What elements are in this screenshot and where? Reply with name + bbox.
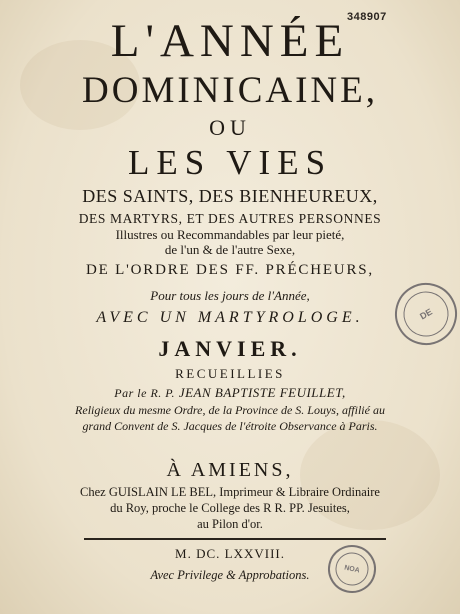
title-line-martyrs: DES MARTYRS, ET DES AUTRES PERSONNES (78, 211, 382, 226)
author-line-2: Religieux du mesme Ordre, de la Province de S. Louys, affilié au (75, 403, 385, 417)
imprint-line-2: du Roy, proche le College des R R. PP. Jesuites, (110, 501, 350, 515)
title-line-annee: L'ANNÉE (110, 15, 350, 67)
title-line-dominicaine: DOMINICAINE, (82, 70, 378, 111)
title-line-jours: Pour tous les jours de l'Année, (150, 288, 310, 303)
title-line-ordre: DE L'ORDRE DES FF. PRÉCHEURS, (86, 262, 374, 278)
stamp-text: DE (418, 306, 434, 322)
title-line-sexe: de l'un & de l'autre Sexe, (164, 242, 296, 257)
divider-rule (84, 538, 386, 540)
stamp-ring-icon (326, 543, 378, 595)
author-line-3: grand Convent de S. Jacques de l'étroite Observance à Paris. (82, 419, 378, 433)
title-line-illustres: Illustres ou Recommandables par leur pieté, (115, 227, 345, 242)
imprint-line-1: Chez GUISLAIN LE BEL, Imprimeur & Libraire Ordinaire (80, 485, 380, 499)
author-name: JEAN BAPTISTE FEUILLET, (178, 385, 346, 400)
author-line (0, 385, 460, 401)
shelfmark: 348907 (347, 11, 387, 23)
title-line-ou: OU (209, 115, 251, 140)
imprint-date: M. DC. LXXVIII. (175, 546, 285, 561)
title-line-martyrologe: AVEC UN MARTYROLOGE. (96, 309, 364, 326)
author-prefix: Par le R. P. (114, 386, 176, 400)
imprint-line-3: au Pilon d'or. (197, 517, 263, 531)
imprint-place: À AMIENS, (166, 459, 294, 481)
title-line-les-vies: LES VIES (127, 143, 333, 182)
stamp-text: NOA (343, 563, 361, 575)
imprint-privilege: Avec Privilege & Approbations. (150, 568, 310, 582)
title-line-saints: DES SAINTS, DES BIENHEUREUX, (82, 186, 378, 206)
title-line-recueillies: RECUEILLIES (175, 366, 285, 381)
title-line-janvier: JANVIER. (158, 336, 302, 361)
